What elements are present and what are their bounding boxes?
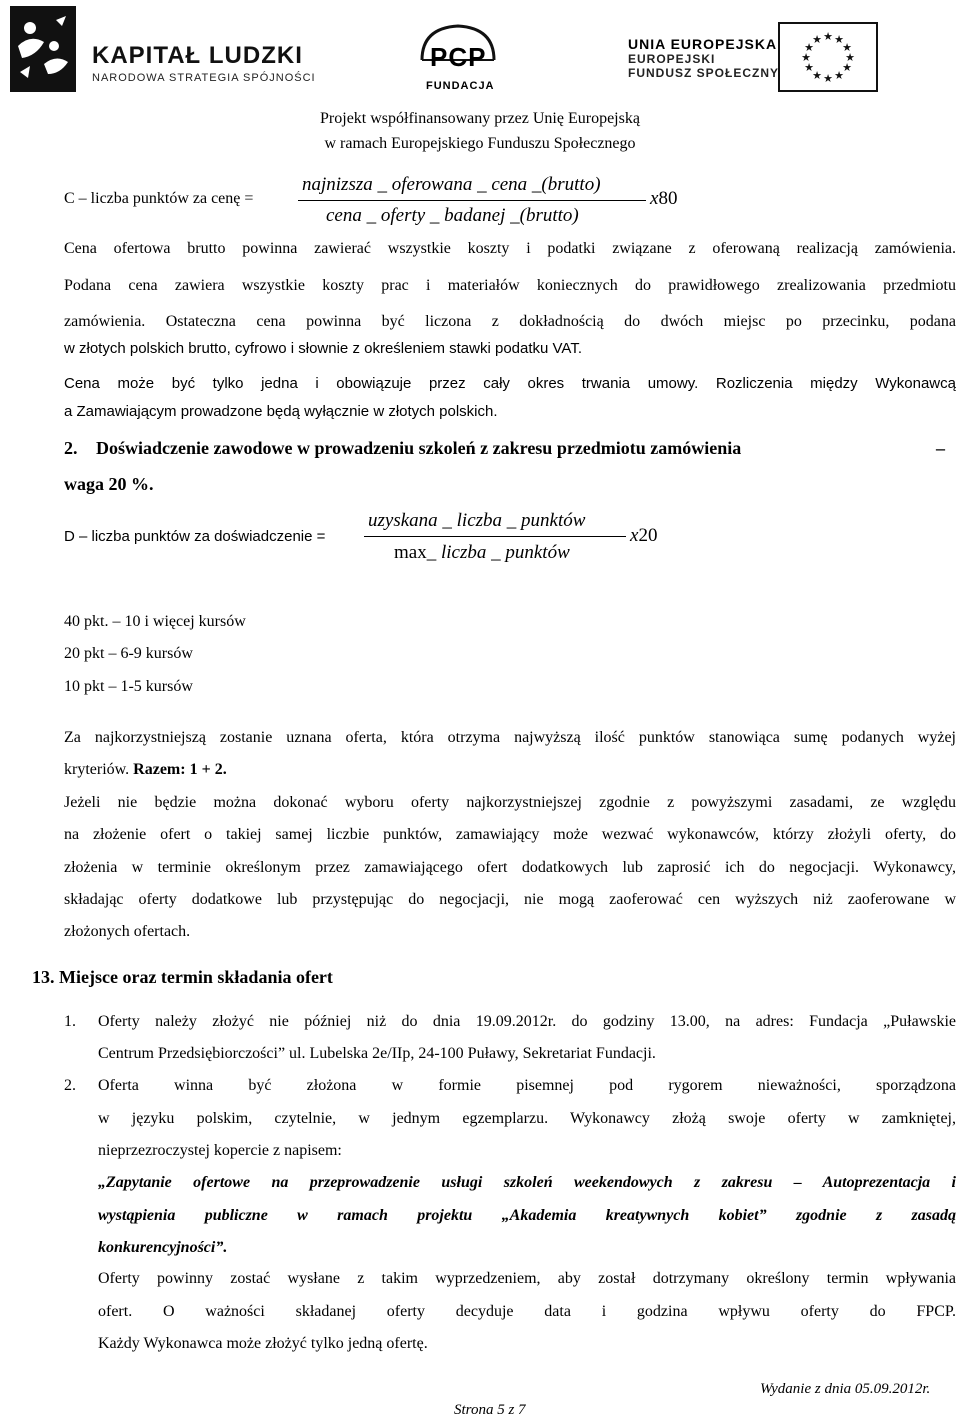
- svg-text:★: ★: [845, 51, 855, 64]
- multiplier-x: x: [630, 525, 639, 546]
- svg-text:★: ★: [801, 51, 811, 64]
- envelope-caption-line-1: „Zapytanie ofertowe na przeprowadzenie usługi szkoleń weekendowych z zakresu – Autoprezentacja i: [98, 1174, 956, 1191]
- multiplier-x: x: [650, 188, 659, 209]
- kapital-ludzki-logo: [10, 6, 76, 92]
- svg-text:★: ★: [834, 33, 844, 46]
- tie-line-1: Jeżeli nie będzie można dokonać wyboru oferty najkorzystniejszej zgodnie z powyższymi zasadami, ze względu: [64, 794, 956, 811]
- scoring-item: 10 pkt – 1-5 kursów: [64, 678, 193, 695]
- section-13-title: 13. Miejsce oraz termin składania ofert: [32, 967, 333, 987]
- page-header: [0, 0, 960, 100]
- tie-line-2: na złożenie ofert o takiej samej liczbie punktów, zamawiający może wezwać wykonawców, którzy złożyli oferty, do: [64, 826, 956, 843]
- criterion-2-number: 2.: [64, 438, 78, 458]
- best-offer-line-2: [64, 761, 227, 779]
- price-line-2: Podana cena zawiera wszystkie koszty prac i materiałów koniecznych do prawidłowego zrealizowania przedmiotu: [64, 277, 956, 294]
- ue-line2: EUROPEJSKI: [628, 52, 716, 66]
- kl-subtitle: NARODOWA STRATEGIA SPÓJNOŚCI: [92, 72, 316, 84]
- fraction-bar: [364, 536, 626, 537]
- formula-experience-multiplier: [630, 525, 657, 547]
- item-2-line-3: nieprzezroczystej kopercie z napisem:: [98, 1142, 342, 1159]
- after-line-2: ofert. O ważności składanej oferty decyduje data i godzina wpływu oferty do FPCP.: [98, 1303, 956, 1320]
- ue-line3: FUNDUSZ SPOŁECZNY: [628, 66, 780, 80]
- formula-experience-label: D – liczba punktów za doświadczenie =: [64, 528, 326, 545]
- price-line-5: Cena może być tylko jedna i obowiązuje przez cały okres trwania umowy. Rozliczenia między Wykonawcą: [64, 375, 956, 392]
- svg-text:★: ★: [812, 69, 822, 82]
- after-line-3: Każdy Wykonawca może złożyć tylko jedną ofertę.: [98, 1335, 428, 1352]
- best-offer-line-1: Za najkorzystniejszą zostanie uznana oferta, która otrzyma najwyższą ilość punktów stanowiąca sumę podanych wyżej: [64, 729, 956, 746]
- pcp-logo-text: PCP: [430, 42, 487, 72]
- envelope-caption-line-3: konkurencyjności”.: [98, 1239, 228, 1256]
- formula-price-numerator: najnizsza _ oferowana _ cena _(brutto): [302, 174, 601, 195]
- price-line-1: Cena ofertowa brutto powinna zawierać wszystkie koszty i podatki związane z oferowaną realizacją zamówienia.: [64, 240, 956, 257]
- formula-price-label: C – liczba punktów za cenę =: [64, 190, 254, 207]
- svg-text:★: ★: [812, 33, 822, 46]
- tie-line-5: złożonych ofertach.: [64, 923, 191, 940]
- formula-price-multiplier: [650, 188, 677, 210]
- item-1-line-2: Centrum Przedsiębiorczości” ul. Lubelska 2e/IIp, 24-100 Puławy, Sekretariat Fundacji.: [98, 1045, 656, 1062]
- multiplier-value: 80: [658, 188, 678, 209]
- svg-text:★: ★: [804, 61, 814, 74]
- item-2-line-1: Oferta winna być złożona w formie pisemnej pod rygorem nieważności, sporządzona: [98, 1077, 956, 1094]
- cofinance-line2: w ramach Europejskiego Funduszu Społecznego: [324, 135, 636, 152]
- scoring-item: 20 pkt – 6-9 kursów: [64, 645, 193, 662]
- ue-line1: UNIA EUROPEJSKA: [628, 36, 778, 52]
- max-prefix: max: [394, 542, 427, 563]
- price-line-4: w złotych polskich brutto, cyfrowo i słownie z określeniem stawki podatku VAT.: [64, 340, 582, 357]
- best-offer-text: kryteriów.: [64, 761, 134, 778]
- svg-text:★: ★: [842, 61, 852, 74]
- page-number: Strona 5 z 7: [454, 1402, 526, 1418]
- item-2-line-2: w języku polskim, czytelnie, w jednym egzemplarzu. Wykonawcy złożą swoje oferty w zamkniętej,: [98, 1110, 956, 1127]
- item-2-number: 2.: [64, 1077, 76, 1094]
- item-1-line-1: Oferty należy złożyć nie później niż do dnia 19.09.2012r. do godziny 13.00, na adres: Fundacja „Puławskie: [98, 1013, 956, 1030]
- svg-text:★: ★: [834, 69, 844, 82]
- denominator-rest: _ liczba _ punktów: [426, 542, 570, 563]
- svg-text:★: ★: [823, 72, 833, 85]
- svg-text:★: ★: [842, 41, 852, 54]
- svg-text:★: ★: [804, 41, 814, 54]
- fraction-bar: [298, 200, 646, 201]
- criterion-2-weight: waga 20 %.: [64, 474, 154, 494]
- scoring-item: 40 pkt. – 10 i więcej kursów: [64, 613, 246, 630]
- item-1-number: 1.: [64, 1013, 76, 1030]
- cofinance-line1: Projekt współfinansowany przez Unię Europejską: [320, 110, 640, 127]
- ue-wordmark: [628, 36, 779, 80]
- criterion-2-dash: –: [936, 438, 945, 458]
- svg-text:★: ★: [823, 30, 833, 43]
- price-line-3: zamówienia. Ostateczna cena powinna być liczona z dokładnością do dwóch miejsc po przecinku, podana: [64, 313, 956, 330]
- best-offer-total: Razem: 1 + 2.: [133, 761, 227, 778]
- tie-line-3: złożenia w terminie określonym przez zamawiającego ofert dodatkowych lub zaprosić ich do negocjacji. Wykonawcy,: [64, 859, 956, 876]
- multiplier-value: 20: [638, 525, 658, 546]
- criterion-2-title: Doświadczenie zawodowe w prowadzeniu szkoleń z zakresu przedmiotu zamówienia: [96, 438, 742, 458]
- pcp-subtitle: FUNDACJA: [426, 80, 495, 92]
- cofinance-note: [0, 106, 960, 156]
- price-line-6: a Zamawiającym prowadzone będą wyłącznie w złotych polskich.: [64, 403, 498, 420]
- envelope-caption-line-2: wystąpienia publiczne w ramach projektu „Akademia kreatywnych kobiet” zgodnie z zasadą: [98, 1207, 956, 1224]
- after-line-1: Oferty powinny zostać wysłane z takim wyprzedzeniem, aby został dotrzymany określony termin wpływania: [98, 1270, 956, 1287]
- eu-flag-icon: [778, 22, 878, 92]
- edition-date: Wydanie z dnia 05.09.2012r.: [760, 1381, 931, 1397]
- kl-title: KAPITAŁ LUDZKI: [92, 42, 303, 69]
- kapital-ludzki-wordmark: [92, 42, 316, 84]
- formula-price-denominator: cena _ oferty _ badanej _(brutto): [326, 205, 579, 226]
- formula-experience-denominator: [394, 542, 570, 564]
- formula-experience-numerator: uzyskana _ liczba _ punktów: [368, 510, 586, 531]
- tie-line-4: składając oferty dodatkowe lub przystępując do negocjacji, nie mogą zaoferować cen wyższych niż zaoferowane w: [64, 891, 956, 908]
